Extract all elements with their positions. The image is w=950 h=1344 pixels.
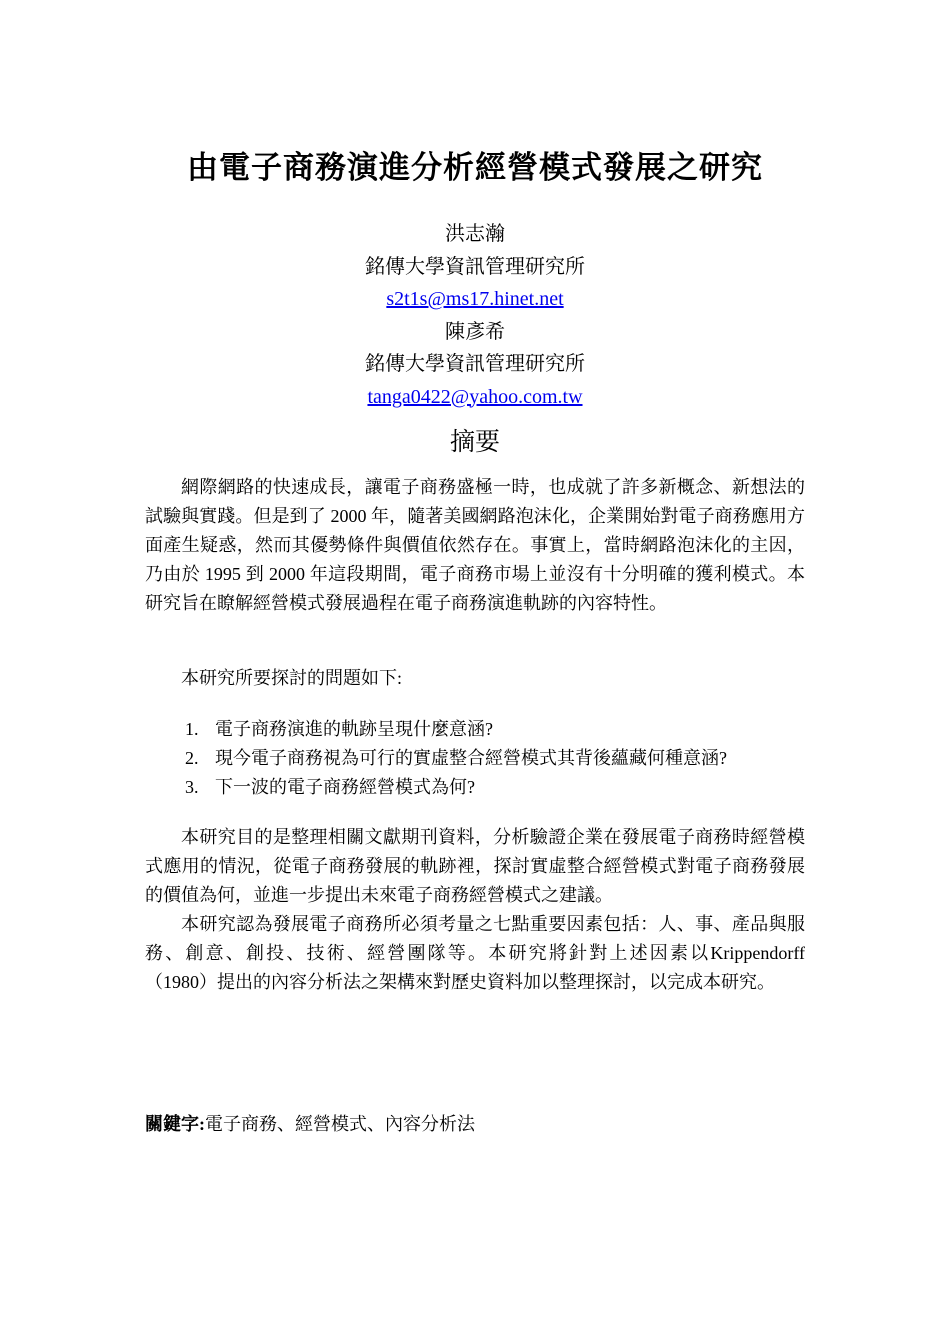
list-item — [185, 715, 805, 744]
abstract-body — [145, 823, 805, 997]
author-block — [0, 218, 950, 413]
list-item — [185, 773, 805, 802]
abstract-body — [145, 473, 805, 618]
list-text: 下一波的電子商務經營模式為何? — [215, 777, 475, 797]
abstract-paragraph: 網際網路的快速成長，讓電子商務盛極一時，也成就了許多新概念、新想法的試驗與實踐。但是到了 2000 年，隨著美國網路泡沫化，企業開始對電子商務應用方面產生疑惑，然而其優勢條件與價值依然存在。事實上，當時網路泡沫化的主因，乃由於 1995 到 2000 年這段期間，電子商務市場上並沒有十分明確的獲利模式。本研究旨在瞭解經營模式發展過程在電子商務演進軌跡的內容特性。 — [145, 477, 805, 613]
author-name: 陳彥希 — [445, 320, 505, 343]
author-affiliation: 銘傳大學資訊管理研究所 — [365, 353, 585, 375]
list-number: 3. — [185, 777, 199, 797]
list-item — [185, 744, 805, 773]
author-name: 洪志瀚 — [445, 223, 505, 245]
abstract-body — [145, 664, 805, 693]
paper-title: 由電子商務演進分析經營模式發展之研究 — [187, 150, 763, 185]
keywords-line — [145, 1110, 805, 1139]
list-text: 電子商務演進的軌跡呈現什麼意涵? — [215, 719, 493, 739]
keywords-label: 關鍵字: — [145, 1114, 205, 1134]
research-questions-list — [185, 715, 805, 802]
abstract-paragraph: 本研究目的是整理相關文獻期刊資料，分析驗證企業在發展電子商務時經營模式應用的情況，從電子商務發展的軌跡裡，探討實虛整合經營模式對電子商務發展的價值為何，並進一步提出未來電子商務經營模式之建議。 — [145, 827, 805, 905]
abstract-heading: 摘要 — [449, 429, 500, 456]
author-affiliation: 銘傳大學資訊管理研究所 — [365, 255, 585, 278]
abstract-paragraph: 本研究認為發展電子商務所必須考量之七點重要因素包括：人、事、產品與服務、創意、創投、技術、經營團隊等。本研究將針對上述因素以Krippendorff（1980）提出的內容分析法之架構來對歷史資料加以整理探討，以完成本研究。 — [145, 914, 805, 992]
abstract-paragraph: 本研究所要探討的問題如下: — [181, 668, 402, 688]
list-text: 現今電子商務視為可行的實虛整合經營模式其背後蘊藏何種意涵? — [215, 748, 727, 768]
author-email-link[interactable]: tanga0422@yahoo.com.tw — [367, 385, 583, 408]
keywords-text: 電子商務、經營模式、內容分析法 — [205, 1114, 475, 1134]
list-number: 1. — [185, 719, 199, 739]
list-number: 2. — [185, 748, 199, 768]
author-email-link[interactable]: s2t1s@ms17.hinet.net — [386, 288, 564, 310]
